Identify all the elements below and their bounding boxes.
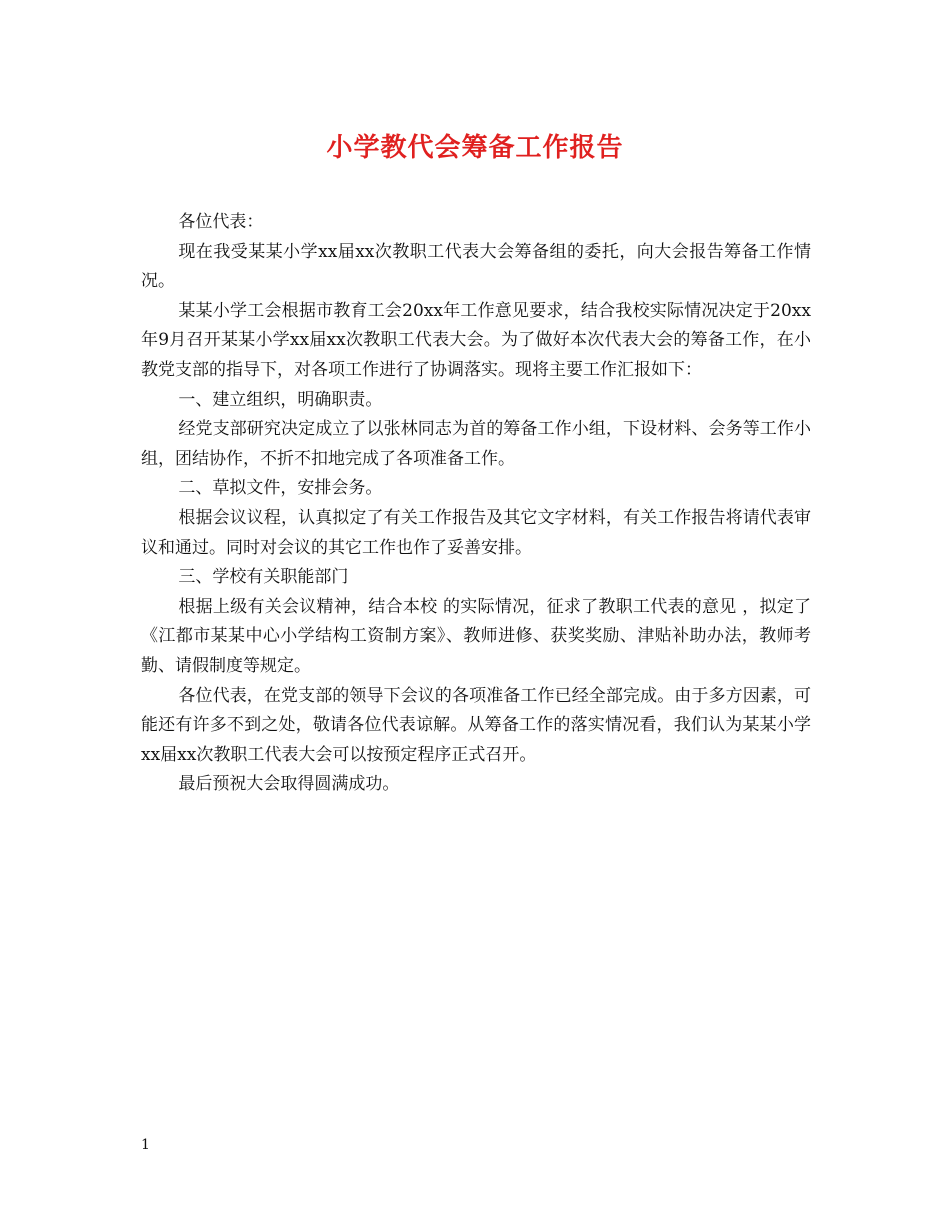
- paragraph-background: 某某小学工会根据市教育工会20xx年工作意见要求，结合我校实际情况决定于20xx年9月召开某某小学xx届xx次教职工代表大会。为了做好本次代表大会的筹备工作，在小教党支部的指导下，对各项工作进行了协调落实。现将主要工作汇报如下：: [141, 300, 811, 380]
- page-number: 1: [141, 1137, 150, 1153]
- section-heading-1: 一、建立组织，明确职责。: [178, 389, 383, 410]
- document-title: 小学教代会筹备工作报告: [326, 133, 624, 163]
- section-heading-2: 二、草拟文件，安排会务。: [178, 478, 383, 499]
- salutation: 各位代表：: [178, 212, 264, 232]
- paragraph-section-3: 根据上级有关会议精神，结合本校 的实际情况，征求了教职工代表的意见 ，拟定了《江都市某某中心小学结构工资制方案》、教师进修、获奖奖励、津贴补助办法，教师考勤、请假制度等规定。: [141, 596, 811, 676]
- paragraph-closing: 最后预祝大会取得圆满成功。: [178, 774, 400, 795]
- document-body: [141, 208, 811, 800]
- section-heading-3: 三、学校有关职能部门: [178, 567, 349, 588]
- paragraph-conclusion: 各位代表，在党支部的领导下会议的各项准备工作已经全部完成。由于多方因素，可能还有许多不到之处，敬请各位代表谅解。从筹备工作的落实情况看，我们认为某某小学xx届xx次教职工代表大会可以按预定程序正式召开。: [141, 685, 811, 765]
- paragraph-section-2: 根据会议议程，认真拟定了有关工作报告及其它文字材料，有关工作报告将请代表审议和通过。同时对会议的其它工作也作了妥善安排。: [141, 507, 811, 558]
- paragraph-intro: 现在我受某某小学xx届xx次教职工代表大会筹备组的委托，向大会报告筹备工作情况。: [141, 241, 811, 292]
- paragraph-section-1: 经党支部研究决定成立了以张林同志为首的筹备工作小组，下设材料、会务等工作小组，团结协作，不折不扣地完成了各项准备工作。: [141, 419, 811, 469]
